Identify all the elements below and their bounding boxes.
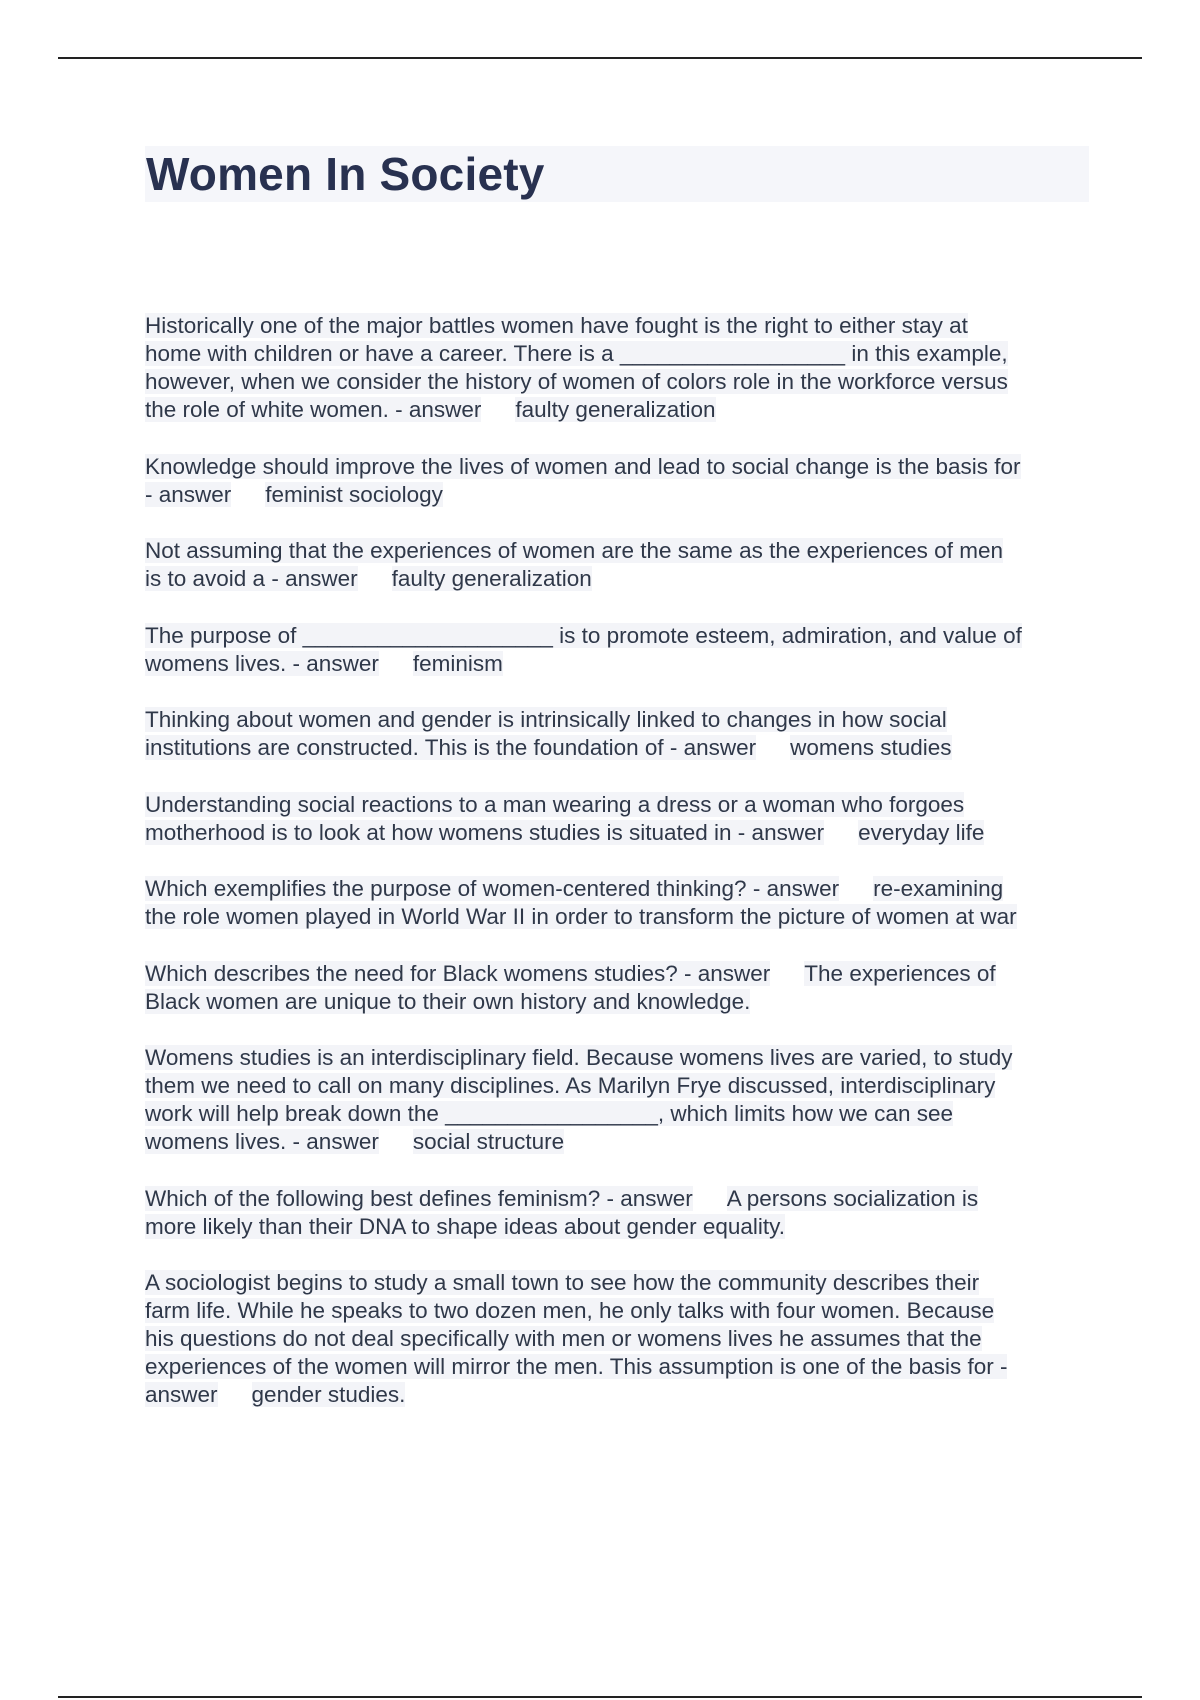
question-line: [145, 481, 1095, 509]
question-text: Knowledge should improve the lives of women and lead to social change is the basis for: [145, 453, 1021, 479]
question-text: them we need to call on many disciplines. As Marilyn Frye discussed, interdisciplinary: [145, 1073, 996, 1098]
question-line: [145, 1100, 1095, 1128]
question-text: motherhood is to look at how womens studies is situated in - answer: [145, 819, 825, 845]
qa-item: [145, 1044, 1095, 1156]
answer-continuation-line: [145, 903, 1095, 931]
question-line: [145, 819, 1095, 847]
question-line: [145, 1128, 1095, 1156]
question-text: Womens studies is an interdisciplinary field. Because womens lives are varied, to study: [145, 1045, 1013, 1070]
qa-item: [145, 1269, 1095, 1409]
question-line: [145, 1325, 1095, 1353]
question-text: however, when we consider the history of women of colors role in the workforce versus: [145, 369, 1008, 394]
question-line: [145, 1044, 1095, 1072]
qa-list: [145, 312, 1095, 1438]
answer-text: feminism: [412, 650, 503, 676]
question-line: [145, 312, 1095, 340]
question-line: [145, 622, 1095, 650]
answer-text: feminist sociology: [265, 481, 443, 507]
question-line: [145, 1269, 1095, 1297]
answer-text: re-examining: [873, 876, 1004, 901]
question-line: [145, 1353, 1095, 1381]
question-line: [145, 791, 1095, 819]
question-line: [145, 706, 1095, 734]
question-line: [145, 340, 1095, 368]
answer-text: gender studies.: [251, 1382, 406, 1407]
question-text: A sociologist begins to study a small town to see how the community describes their: [145, 1270, 980, 1295]
answer-continuation-text: the role women played in World War II in order to transform the picture of women at war: [145, 904, 1017, 929]
question-text: Historically one of the major battles women have fought is the right to either stay at: [145, 313, 968, 338]
answer-text: everyday life: [858, 819, 985, 845]
qa-item: [145, 622, 1095, 678]
page-title: Women In Society: [146, 148, 545, 200]
question-line: [145, 650, 1095, 678]
question-line: [145, 396, 1095, 424]
top-rule: [58, 57, 1142, 59]
answer-text: faulty generalization: [391, 566, 592, 591]
qa-item: [145, 960, 1095, 1016]
bottom-rule: [58, 1696, 1142, 1698]
question-line: [145, 1297, 1095, 1325]
answer-continuation-text: Black women are unique to their own history and knowledge.: [145, 988, 751, 1014]
question-text: experiences of the women will mirror the men. This assumption is one of the basis for -: [145, 1354, 1008, 1379]
answer-text: A persons socialization is: [726, 1185, 979, 1211]
question-text: womens lives. - answer: [145, 650, 379, 676]
question-line: [145, 453, 1095, 481]
qa-item: [145, 706, 1095, 762]
qa-item: [145, 1185, 1095, 1241]
answer-continuation-text: more likely than their DNA to shape ideas about gender equality.: [145, 1213, 785, 1239]
question-text: institutions are constructed. This is the foundation of - answer: [145, 735, 757, 760]
qa-item: [145, 312, 1095, 424]
question-line: [145, 1381, 1095, 1409]
question-text: Understanding social reactions to a man wearing a dress or a woman who forgoes: [145, 791, 965, 817]
question-text: Which exemplifies the purpose of women-centered thinking? - answer: [145, 876, 840, 901]
question-text: Not assuming that the experiences of women are the same as the experiences of men: [145, 538, 1003, 563]
question-line: [145, 875, 1095, 903]
question-line: [145, 1072, 1095, 1100]
answer-continuation-line: [145, 988, 1095, 1016]
question-text: farm life. While he speaks to two dozen men, he only talks with four women. Because: [145, 1298, 995, 1323]
qa-item: [145, 453, 1095, 509]
question-line: [145, 537, 1095, 565]
question-text: work will help break down the _________________, which limits how we can see: [145, 1101, 953, 1126]
question-line: [145, 565, 1095, 593]
question-text: - answer: [145, 481, 232, 507]
question-text: Thinking about women and gender is intrinsically linked to changes in how social: [145, 707, 947, 732]
answer-text: faulty generalization: [515, 397, 716, 422]
question-line: [145, 1185, 1095, 1213]
answer-text: womens studies: [790, 735, 952, 760]
question-text: home with children or have a career. There is a __________________ in this example,: [145, 341, 1008, 366]
question-text: Which describes the need for Black womens studies? - answer: [145, 960, 771, 986]
question-text: Which of the following best defines feminism? - answer: [145, 1185, 693, 1211]
answer-continuation-line: [145, 1213, 1095, 1241]
question-text: womens lives. - answer: [145, 1129, 379, 1154]
question-line: [145, 368, 1095, 396]
question-text: is to avoid a - answer: [145, 566, 358, 591]
question-text: The purpose of ____________________ is to promote esteem, admiration, and value of: [145, 622, 1022, 648]
question-text: the role of white women. - answer: [145, 397, 482, 422]
qa-item: [145, 791, 1095, 847]
qa-item: [145, 537, 1095, 593]
question-text: his questions do not deal specifically with men or womens lives he assumes that the: [145, 1326, 982, 1351]
question-line: [145, 734, 1095, 762]
question-line: [145, 960, 1095, 988]
qa-item: [145, 875, 1095, 931]
answer-text: social structure: [412, 1129, 565, 1154]
answer-text: The experiences of: [804, 960, 996, 986]
question-text: answer: [145, 1382, 218, 1407]
